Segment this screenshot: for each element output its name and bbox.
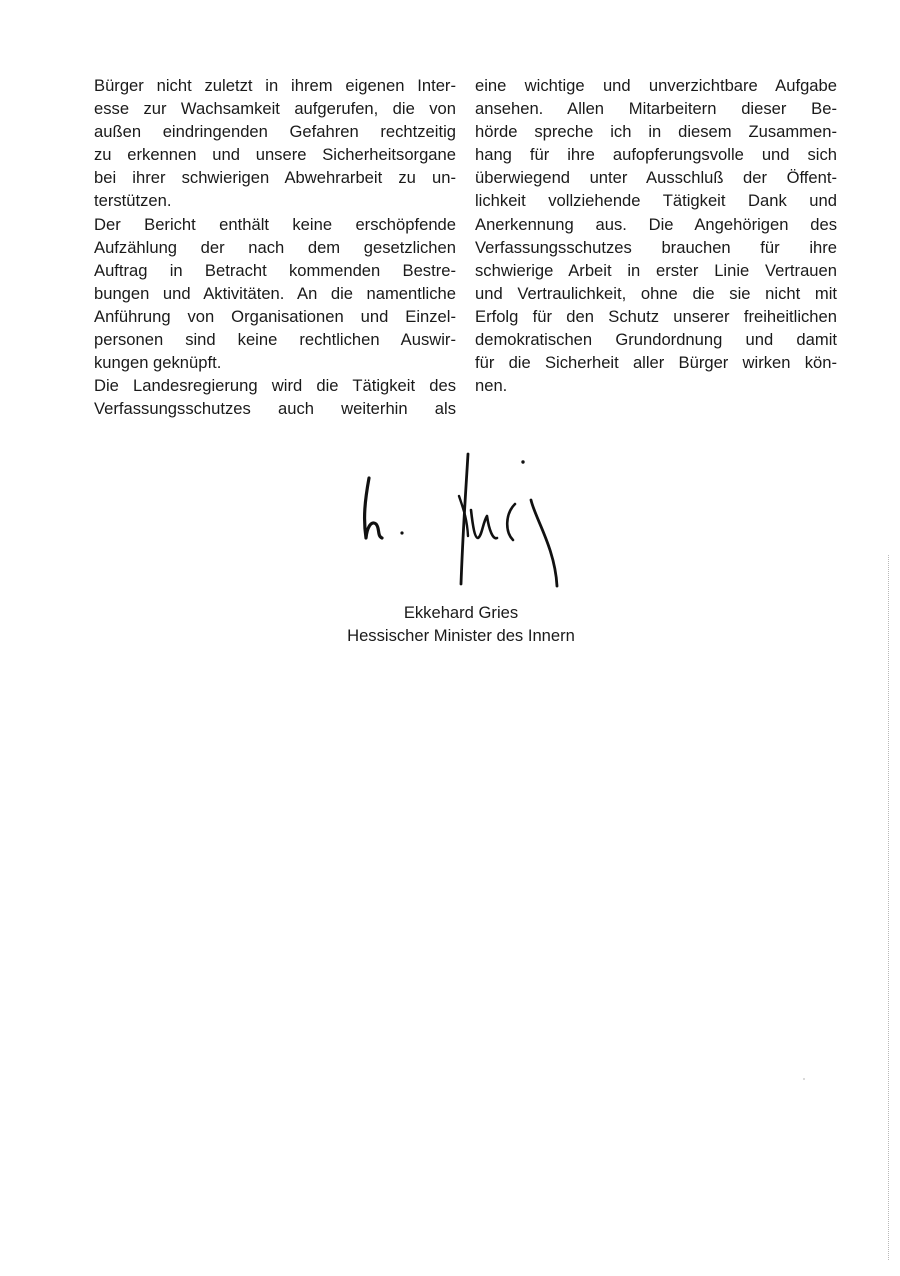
signer-name: Ekkehard Gries <box>403 603 519 622</box>
text-line: demokratischen Grundordnung und damit <box>475 330 837 350</box>
text-line: und Vertraulichkeit, ohne die sie nicht mit <box>475 283 837 303</box>
text-line: Erfolg für den Schutz unserer freiheitlichen <box>475 306 837 326</box>
text-line: terstützen. <box>94 191 172 211</box>
text-line: Die Landesregierung wird die Tätigkeit des <box>94 376 456 396</box>
text-line: Bürger nicht zuletzt in ihrem eigenen Inter- <box>94 76 456 95</box>
scan-speck <box>803 1078 805 1080</box>
signer-title: Hessischer Minister des Innern <box>347 626 575 645</box>
text-line: nen. <box>475 376 508 396</box>
text-line: lichkeit vollziehende Tätigkeit Dank und <box>475 191 837 211</box>
text-line: kungen geknüpft. <box>94 353 222 373</box>
text-line: zu erkennen und unsere Sicherheitsorgane <box>94 145 456 165</box>
text-column-right <box>475 74 837 397</box>
text-line: schwierige Arbeit in erster Linie Vertrauen <box>475 260 837 280</box>
text-line: außen eindringenden Gefahren rechtzeitig <box>94 122 456 142</box>
text-line: personen sind keine rechtlichen Auswir- <box>94 330 456 350</box>
text-line: überwiegend unter Ausschluß der Öffent- <box>475 168 837 188</box>
text-line: bei ihrer schwierigen Abwehrarbeit zu un- <box>94 168 456 188</box>
handwritten-signature <box>355 448 575 588</box>
text-line: hörde spreche ich in diesem Zusammen- <box>475 122 837 142</box>
scan-edge-line <box>888 555 890 1260</box>
text-line: esse zur Wachsamkeit aufgerufen, die von <box>94 99 456 119</box>
text-line: Anerkennung aus. Die Angehörigen des <box>475 214 837 234</box>
text-line: ansehen. Allen Mitarbeitern dieser Be- <box>475 99 837 119</box>
text-line: bungen und Aktivitäten. An die namentliche <box>94 283 456 303</box>
text-line: Verfassungsschutzes auch weiterhin als <box>94 399 456 419</box>
text-line: eine wichtige und unverzichtbare Aufgabe <box>475 76 837 95</box>
text-line: Aufzählung der nach dem gesetzlichen <box>94 237 456 257</box>
text-line: für die Sicherheit aller Bürger wirken kön- <box>475 353 837 373</box>
text-line: Der Bericht enthält keine erschöpfende <box>94 214 456 234</box>
text-line: hang für ihre aufopferungsvolle und sich <box>475 145 837 165</box>
text-line: Anführung von Organisationen und Einzel- <box>94 306 456 326</box>
text-line: Auftrag in Betracht kommenden Bestre- <box>94 260 456 280</box>
text-column-left <box>94 74 456 420</box>
text-line: Verfassungsschutzes brauchen für ihre <box>475 237 837 257</box>
